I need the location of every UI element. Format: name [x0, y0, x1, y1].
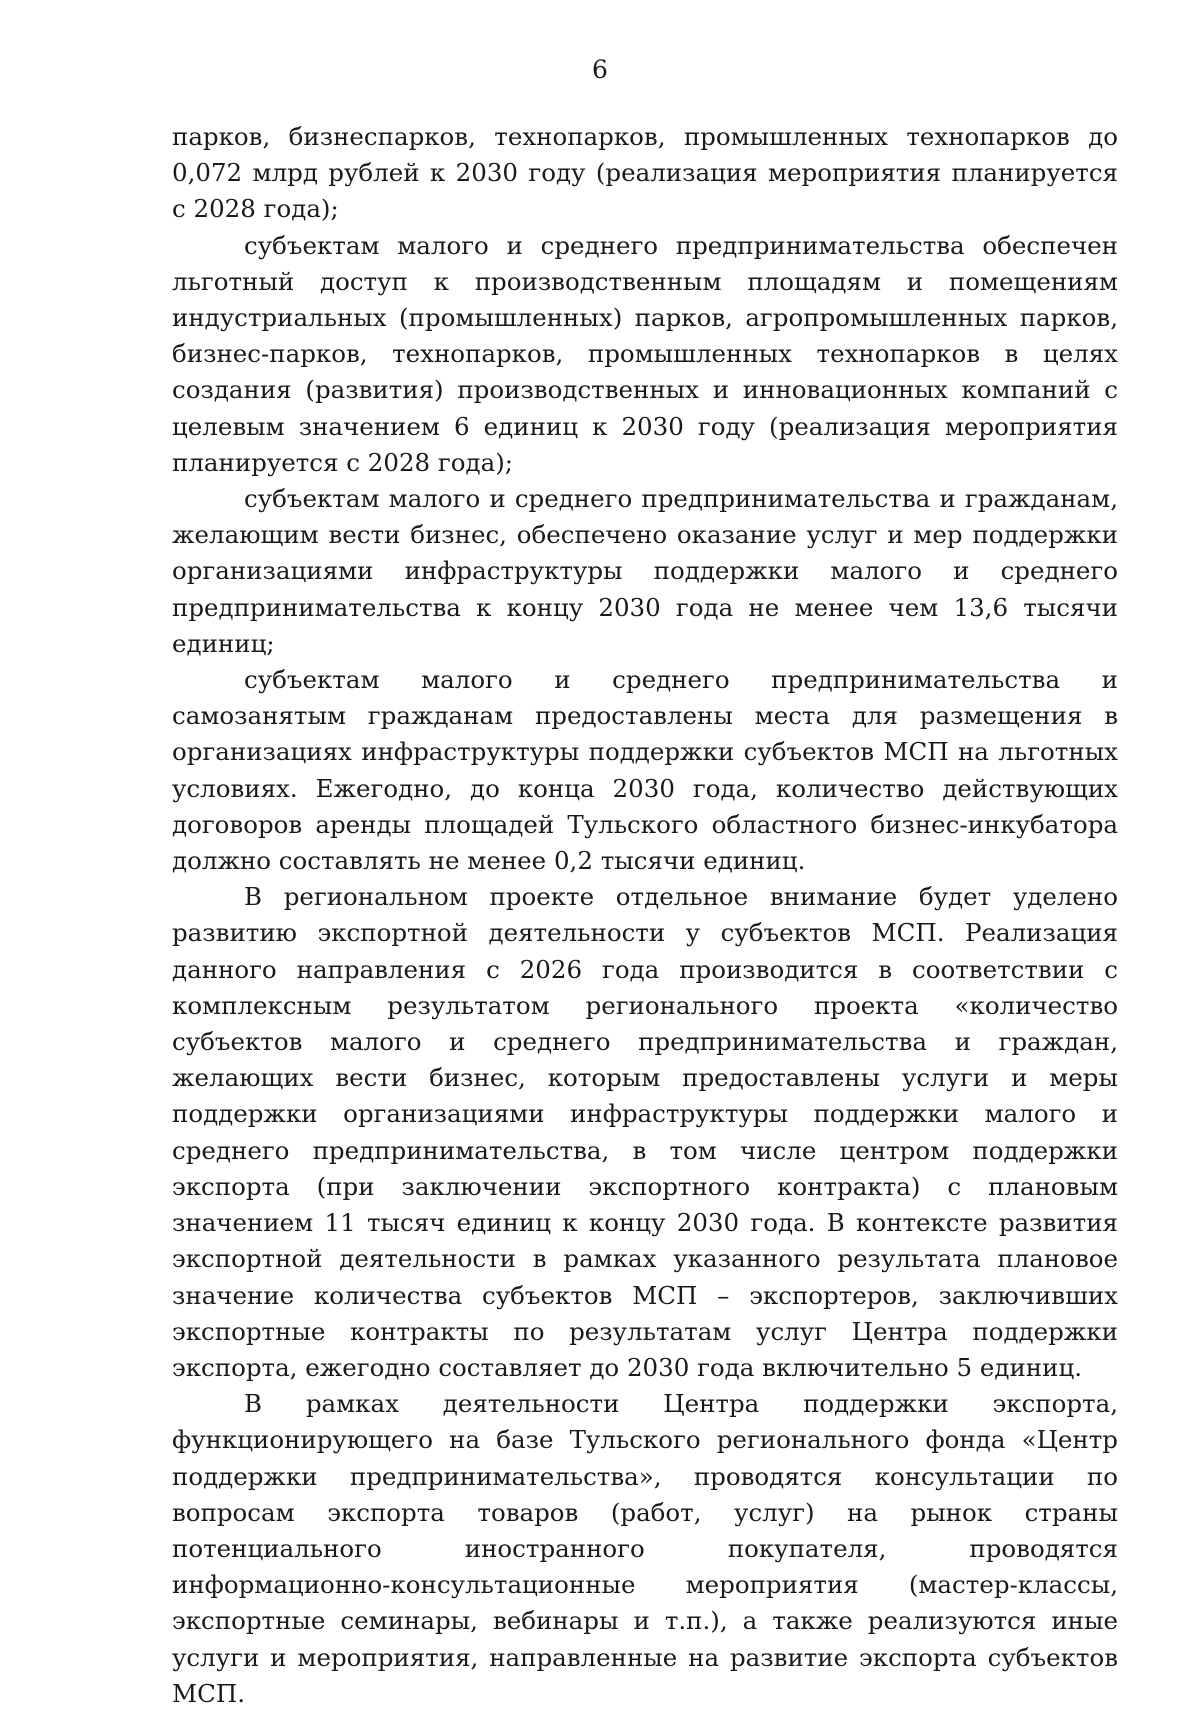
paragraph-continuation: парков, бизнеспарков, технопарков, промышленных технопарков до 0,072 млрд рублей к 2030 году (реализация мероприятия планируется с 2028 года); [172, 122, 1118, 224]
paragraph-export-activity: В региональном проекте отдельное внимание будет уделено развитию экспортной деятельности у субъектов МСП. Реализация данного направления с 2026 года производится в соответствии с комплексным результатом регионального проекта «количество субъектов малого и среднего предпринимательства и граждан, желающих вести бизнес, которым предоставлены услуги и меры поддержки организациями инфраструктуры поддержки малого и среднего предпринимательства, в том числе центром поддержки экспорта (при заключении экспортного контракта) с плановым значением 11 тысяч единиц к концу 2030 года. В контексте развития экспортной деятельности в рамках указанного результата плановое значение количества субъектов МСП – экспортеров, заключивших экспортные контракты по результатам услуг Центра поддержки экспорта, ежегодно составляет до 2030 года включительно 5 единиц. [172, 882, 1118, 1382]
document-body [172, 119, 1118, 1712]
paragraph-business-incubator: субъектам малого и среднего предпринимательства и самозанятым гражданам предоставлены места для размещения в организациях инфраструктуры поддержки субъектов МСП на льготных условиях. Ежегодно, до конца 2030 года, количество действующих договоров аренды площадей Тульского областного бизнес-инкубатора должно составлять не менее 0,2 тысячи единиц. [172, 665, 1118, 876]
page-number: 6 [592, 55, 608, 84]
paragraph-premises-access: субъектам малого и среднего предпринимательства обеспечен льготный доступ к производственным площадям и помещениям индустриальных (промышленных) парков, агропромышленных парков, бизнес-парков, технопарков, промышленных технопарков в целях создания (развития) производственных и инновационных компаний с целевым значением 6 единиц к 2030 году (реализация мероприятия планируется с 2028 года); [172, 230, 1118, 477]
paragraph-support-services: субъектам малого и среднего предпринимательства и гражданам, желающим вести бизнес, обеспечено оказание услуг и мер поддержки организациями инфраструктуры поддержки малого и среднего предпринимательства к концу 2030 года не менее чем 13,6 тысячи единиц; [172, 484, 1118, 658]
paragraph-export-center: В рамках деятельности Центра поддержки экспорта, функционирующего на базе Тульского регионального фонда «Центр поддержки предпринимательства», проводятся консультации по вопросам экспорта товаров (работ, услуг) на рынок страны потенциального иностранного покупателя, проводятся информационно-консультационные мероприятия (мастер-классы, экспортные семинары, вебинары и т.п.), а также реализуются иные услуги и мероприятия, направленные на развитие экспорта субъектов МСП. [172, 1389, 1118, 1708]
